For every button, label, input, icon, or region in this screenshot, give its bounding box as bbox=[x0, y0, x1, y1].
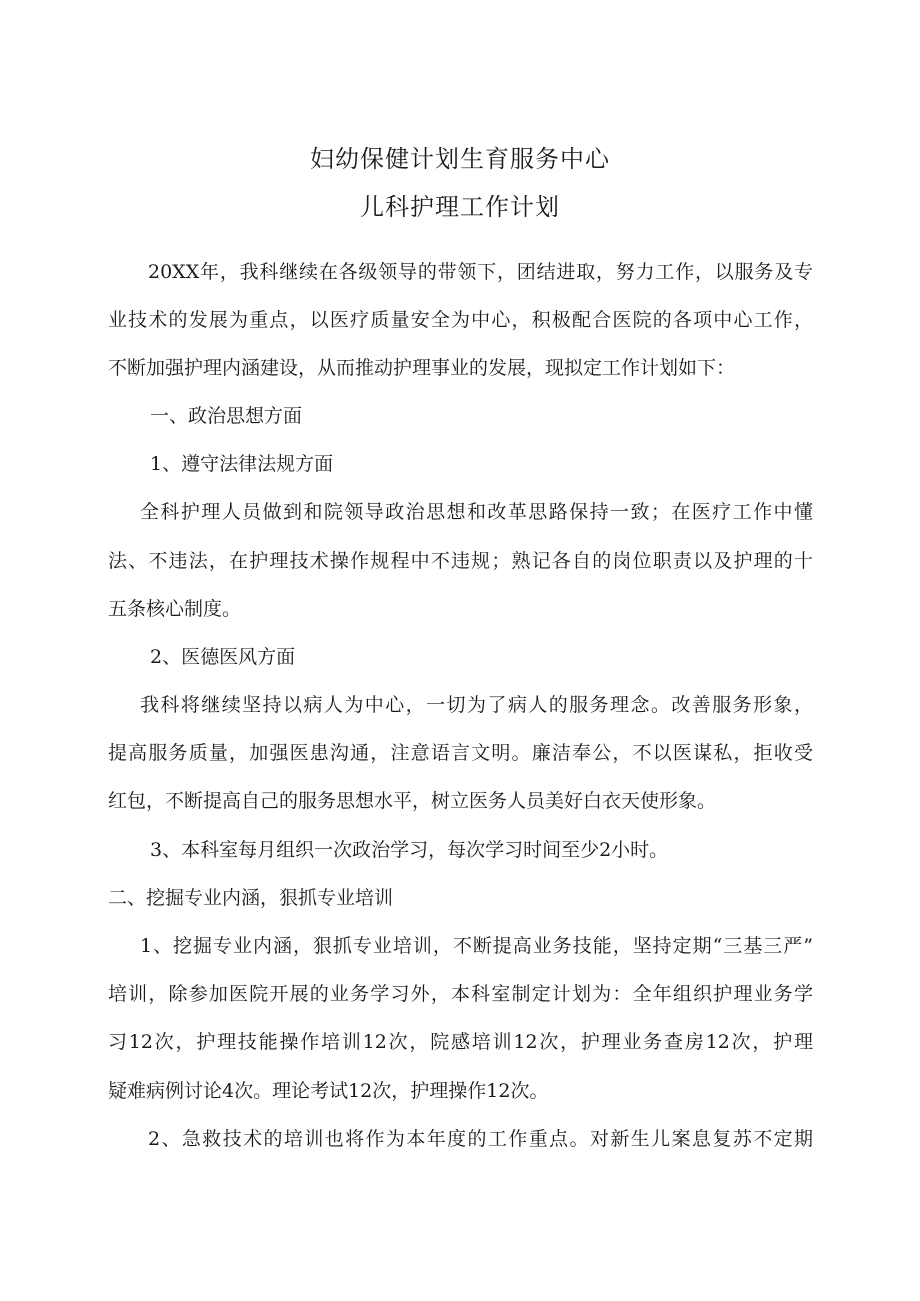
section1-sub1-line-3: 五条核心制度。 bbox=[108, 598, 242, 620]
section1-sub2-line-1: 我科将继续坚持以病人为中心，一切为了病人的服务理念。改善服务形象， bbox=[140, 694, 813, 716]
section1-sub2-heading: 2、医德医风方面 bbox=[150, 646, 296, 668]
section2-item2-line-1: 2、急救技术的培训也将作为本年度的工作重点。对新生儿案息复苏不定期 bbox=[148, 1128, 813, 1150]
section1-sub2-line-2: 提高服务质量，加强医患沟通，注意语言文明。廉洁奉公，不以医谋私，拒收受 bbox=[108, 742, 813, 764]
section1-sub3-text: 3、本科室每月组织一次政治学习，每次学习时间至少2小时。 bbox=[150, 839, 669, 861]
section2-item1-line-1: 1、挖掘专业内涵，狠抓专业培训，不断提高业务技能，坚持定期“三基三严” bbox=[140, 935, 813, 957]
section1-sub2-line-3: 红包，不断提高自己的服务思想水平，树立医务人员美好白衣天使形象。 bbox=[108, 790, 717, 812]
section1-sub1-line-1: 全科护理人员做到和院领导政治思想和改革思路保持一致；在医疗工作中懂 bbox=[140, 501, 813, 523]
section2-item1-line-4: 疑难病例讨论4次。理论考试12次，护理操作12次。 bbox=[108, 1080, 549, 1102]
section1-sub1-heading: 1、遵守法律法规方面 bbox=[150, 453, 334, 475]
section2-item1-line-3: 习12次，护理技能操作培训12次，院感培训12次，护理业务查房12次，护理 bbox=[108, 1031, 813, 1053]
section2-heading: 二、挖掘专业内涵，狠抓专业培训 bbox=[108, 887, 394, 909]
intro-line-3: 不断加强护理内涵建设，从而推动护理事业的发展，现拟定工作计划如下： bbox=[108, 357, 736, 379]
section2-item1-line-2: 培训，除参加医院开展的业务学习外，本科室制定计划为：全年组织护理业务学 bbox=[108, 983, 813, 1005]
intro-line-2: 业技术的发展为重点，以医疗质量安全为中心，积极配合医院的各项中心工作， bbox=[108, 309, 813, 331]
intro-line-1: 20XX年，我科继续在各级领导的带领下，团结进取，努力工作，以服务及专 bbox=[148, 261, 813, 283]
section1-heading: 一、政治思想方面 bbox=[150, 405, 303, 427]
document-title-line2: 儿科护理工作计划 bbox=[360, 193, 560, 221]
document-title-line1: 妇幼保健计划生育服务中心 bbox=[310, 145, 610, 173]
section1-sub1-line-2: 法、不违法，在护理技术操作规程中不违规；熟记各自的岗位职责以及护理的十 bbox=[108, 550, 813, 572]
